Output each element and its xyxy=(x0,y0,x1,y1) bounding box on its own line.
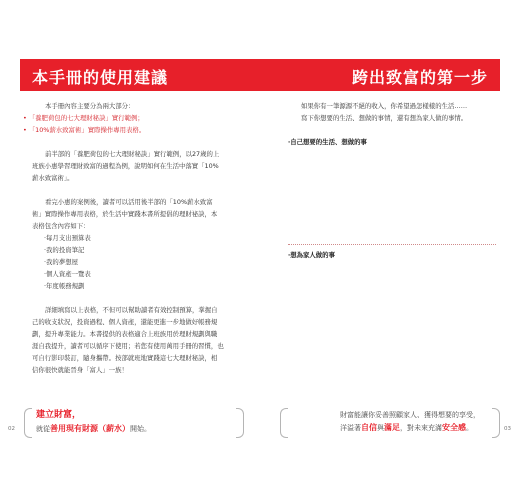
list-item: ‧個人資產一覽表 xyxy=(44,270,91,278)
right-intro-line2: 寫下你想要的生活、想做的事情，還有想為家人做的事情。 xyxy=(301,114,468,122)
bracket-left-icon xyxy=(280,408,288,438)
left-footer-line1: 建立財富， xyxy=(36,410,82,420)
para3-line5: 可自行影印裝訂，隨身攜帶。按部就班地實踐這七大理財秘訣，相 xyxy=(32,354,218,362)
left-page-title: 本手冊的使用建議 xyxy=(32,68,169,87)
highlight-item-1: • 「養肥荷包的七大理財秘訣」實行範例； xyxy=(23,114,144,122)
para1-line3: 薪水致富術」。 xyxy=(32,174,74,182)
para2-line3: 表格包含內容如下： xyxy=(32,222,90,230)
bracket-right-icon xyxy=(236,408,244,438)
bracket-right-icon xyxy=(492,408,500,438)
para3-line4: 涯自我提升，讀者可以循序下使用；若您有使用萬用手冊的習慣，也 xyxy=(32,342,224,350)
para2-line2: 術」實際操作專用表格，於生活中實踐本書所提倡的理財祕訣，本 xyxy=(32,210,218,218)
right-page-number: 03 xyxy=(504,426,511,432)
right-page-title: 跨出致富的第一步 xyxy=(351,68,488,87)
para2-line1: 看完小惠的案例後，讀者可以活用後半部的「10%薪水致富 xyxy=(45,198,213,206)
right-footer-line2: 洋溢著自信與滿足，對未來充滿安全感。 xyxy=(340,423,473,432)
left-page xyxy=(23,100,240,376)
left-page-number: 02 xyxy=(8,426,15,432)
right-intro-line1: 如果你有一筆源源不絕的收入，你希望過怎樣樣的生活…… xyxy=(301,102,468,110)
header-banner xyxy=(20,59,500,91)
list-item: ‧我的夢想屋 xyxy=(44,258,78,266)
right-page xyxy=(288,100,496,261)
heading-own-life: ‧自己想要的生活、想做的事 xyxy=(288,138,367,146)
right-footer-quote xyxy=(280,408,500,442)
left-footer-line2: 就從善用現有財源（薪水）開始。 xyxy=(36,424,151,433)
para3-line1: 詳細填寫以上表格，不但可以幫助讀者有效控制預算，掌握自 xyxy=(45,306,218,314)
list-item: ‧年度帳務規劃 xyxy=(44,282,85,290)
para3-line3: 劃，提升專業能力。本書提供的表格適合上班族用於理財規劃與職 xyxy=(32,330,218,338)
heading-for-family: ‧想為家人做的事 xyxy=(288,251,335,259)
list-item: ‧每月支出預算表 xyxy=(44,234,91,242)
list-item: ‧我的投資筆記 xyxy=(44,246,85,254)
para1-line1: 前半部的「養肥荷包的七大理財秘訣」實行範例，以27歲的上 xyxy=(45,150,220,158)
bracket-left-icon xyxy=(24,408,32,438)
right-footer-line1: 財富能讓你妥善照顧家人、獲得想要的享受， xyxy=(340,411,480,419)
intro-text: 本手冊內容主要分為兩大部分： xyxy=(45,102,135,110)
para1-line2: 班族小惠學習理財致富的過程為例，說明如何在生活中落實「10% xyxy=(32,162,219,170)
left-footer-quote xyxy=(24,408,244,442)
para3-line6: 信你很快就能晉身「富人」一族！ xyxy=(32,366,128,374)
highlight-item-2: • 「10%薪水致富術」實際操作專用表格。 xyxy=(23,126,146,134)
para3-line2: 己的收支狀況，投資過程、個人資產，還能更進一步地做好帳務規 xyxy=(32,318,218,326)
